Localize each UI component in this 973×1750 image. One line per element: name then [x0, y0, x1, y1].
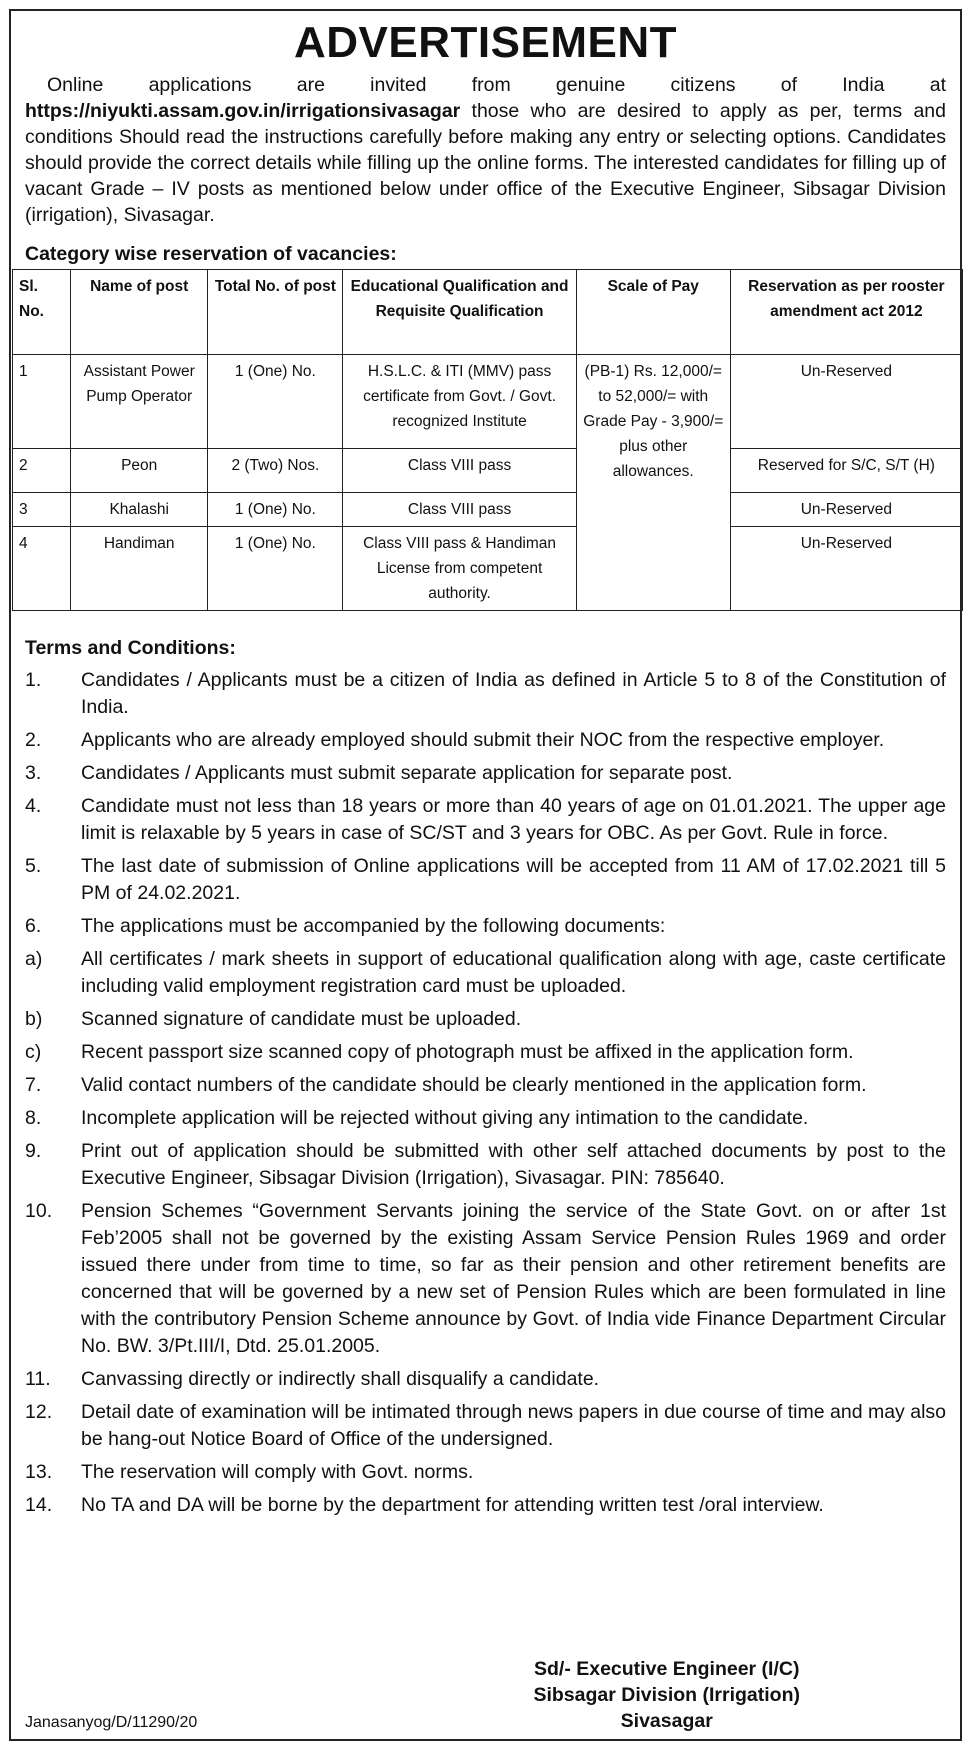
term-item [25, 1105, 946, 1132]
term-text: Valid contact numbers of the candidate should be clearly mentioned in the application form. [81, 1074, 867, 1096]
term-text: Scanned signature of candidate must be uploaded. [81, 1008, 522, 1030]
cell-reservation: Reserved for S/C, S/T (H) [730, 449, 962, 493]
advertisement-page [9, 9, 962, 1741]
term-number: 14. [25, 1494, 53, 1516]
cell-qualification: H.S.L.C. & ITI (MMV) pass certificate from Govt. / Govt. recognized Institute [343, 355, 576, 449]
signature-line-3: Sivasagar [620, 1710, 713, 1732]
term-text: Candidates / Applicants must submit separate application for separate post. [81, 762, 733, 784]
intro-text-after-url: those who are desired to apply as per, terms and conditions Should read the instructions carefully before making any entry or selecting options. Candidates should provide the correct details while filling up the online forms. The interested candidates for filling up of vacant Grade – IV posts as mentioned below under office of the Executive Engineer, Sibsagar Division (irrigation), Sivasagar. [25, 100, 946, 226]
term-text: Pension Schemes “Government Servants joining the service of the State Govt. on or after 1st Feb’2005 shall not be governed by the existing Assam Service Pension Rules 1969 and order issued there under from time to time, so far as their pension and other retirement benefits are concerned that will be governed by a new set of Pension Rules which are been formulated in line with the contributory Pension Scheme announce by Govt. of India vide Finance Department Circular No. BW. 3/Pt.III/I, Dtd. 25.01.2005. [81, 1200, 946, 1357]
cell-post: Assistant Power Pump Operator [71, 355, 208, 449]
term-item [25, 1399, 946, 1453]
signature-line-2: Sibsagar Division (Irrigation) [533, 1684, 800, 1706]
cell-sl: 2 [13, 449, 71, 493]
cell-reservation: Un-Reserved [730, 527, 962, 611]
term-item [25, 1138, 946, 1192]
intro-paragraph [25, 72, 946, 228]
header-scale-of-pay: Scale of Pay [576, 270, 730, 355]
header-reservation: Reservation as per rooster amendment act 2012 [730, 270, 962, 355]
term-number: 5. [25, 855, 42, 877]
intro-text-before-url: Online applications are invited from genuine citizens of India at [47, 74, 946, 96]
cell-total: 2 (Two) Nos. [208, 449, 343, 493]
term-number: 11. [25, 1368, 51, 1390]
signature-line-1: Sd/- Executive Engineer (I/C) [533, 1658, 800, 1680]
term-text: Canvassing directly or indirectly shall disqualify a candidate. [81, 1368, 600, 1390]
term-item [25, 793, 946, 847]
term-item [25, 1039, 946, 1066]
term-item [25, 1459, 946, 1486]
cell-post: Handiman [71, 527, 208, 611]
cell-sl: 1 [13, 355, 71, 449]
term-item [25, 853, 946, 907]
table-row [13, 449, 963, 493]
header-total-posts: Total No. of post [208, 270, 343, 355]
page-title: ADVERTISEMENT [294, 18, 677, 67]
term-text: Incomplete application will be rejected without giving any intimation to the candidate. [81, 1107, 809, 1129]
terms-list [25, 667, 946, 1525]
term-text: Detail date of examination will be intimated through news papers in due course of time and may also be hang-out Notice Board of Office of the undersigned. [81, 1401, 946, 1450]
cell-qualification: Class VIII pass [343, 493, 576, 527]
term-item [25, 1492, 946, 1519]
header-sl-no: Sl. No. [13, 270, 71, 355]
reference-number: Janasanyog/D/11290/20 [25, 1714, 198, 1731]
term-item [25, 946, 946, 1000]
cell-total: 1 (One) No. [208, 355, 343, 449]
term-number: 4. [25, 795, 42, 817]
cell-sl: 3 [13, 493, 71, 527]
term-item [25, 727, 946, 754]
term-text: Candidate must not less than 18 years or more than 40 years of age on 01.01.2021. The upper age limit is relaxable by 5 years in case of SC/ST and 3 years for OBC. As per Govt. Rule in force. [81, 795, 946, 844]
table-header-row [13, 270, 963, 355]
term-text: The last date of submission of Online applications will be accepted from 11 AM of 17.02.2021 till 5 PM of 24.02.2021. [81, 855, 946, 904]
term-number: 9. [25, 1140, 42, 1162]
term-item [25, 1006, 946, 1033]
term-item [25, 1366, 946, 1393]
cell-post: Khalashi [71, 493, 208, 527]
term-number: a) [25, 948, 43, 970]
cell-reservation: Un-Reserved [730, 355, 962, 449]
header-name-of-post: Name of post [71, 270, 208, 355]
term-number: 1. [25, 669, 42, 691]
header-qualification: Educational Qualification and Requisite Qualification [343, 270, 576, 355]
term-item [25, 760, 946, 787]
terms-heading: Terms and Conditions: [25, 637, 236, 659]
cell-qualification: Class VIII pass [343, 449, 576, 493]
cell-total: 1 (One) No. [208, 493, 343, 527]
term-number: c) [25, 1041, 42, 1063]
term-number: b) [25, 1008, 43, 1030]
cell-scale-of-pay: (PB-1) Rs. 12,000/= to 52,000/= with Grade Pay - 3,900/= plus other allowances. [576, 355, 730, 611]
term-item [25, 1198, 946, 1360]
term-text: The applications must be accompanied by the following documents: [81, 915, 666, 937]
term-text: All certificates / mark sheets in support of educational qualification along with age, caste certificate including valid employment registration card must be uploaded. [81, 948, 946, 997]
term-item [25, 913, 946, 940]
term-number: 12. [25, 1401, 53, 1423]
cell-sl: 4 [13, 527, 71, 611]
term-item [25, 667, 946, 721]
term-item [25, 1072, 946, 1099]
table-row [13, 527, 963, 611]
term-number: 3. [25, 762, 42, 784]
term-number: 7. [25, 1074, 42, 1096]
term-number: 2. [25, 729, 42, 751]
term-text: Candidates / Applicants must be a citizen of India as defined in Article 5 to 8 of the Constitution of India. [81, 669, 946, 718]
term-text: The reservation will comply with Govt. norms. [81, 1461, 474, 1483]
cell-total: 1 (One) No. [208, 527, 343, 611]
category-heading: Category wise reservation of vacancies: [25, 243, 397, 265]
term-text: Applicants who are already employed should submit their NOC from the respective employer. [81, 729, 885, 751]
application-url: https://niyukti.assam.gov.in/irrigationsivasagar [25, 100, 461, 122]
term-text: Print out of application should be submitted with other self attached documents by post to the Executive Engineer, Sibsagar Division (Irrigation), Sivasagar. PIN: 785640. [81, 1140, 946, 1189]
cell-qualification: Class VIII pass & Handiman License from competent authority. [343, 527, 576, 611]
term-number: 10. [25, 1200, 53, 1222]
table-row [13, 493, 963, 527]
term-number: 8. [25, 1107, 42, 1129]
vacancy-table [12, 269, 963, 611]
cell-post: Peon [71, 449, 208, 493]
table-row [13, 355, 963, 449]
cell-reservation: Un-Reserved [730, 493, 962, 527]
term-text: Recent passport size scanned copy of photograph must be affixed in the application form. [81, 1041, 854, 1063]
signature-block [533, 1656, 800, 1734]
term-number: 13. [25, 1461, 53, 1483]
term-number: 6. [25, 915, 42, 937]
term-text: No TA and DA will be borne by the department for attending written test /oral interview. [81, 1494, 824, 1516]
